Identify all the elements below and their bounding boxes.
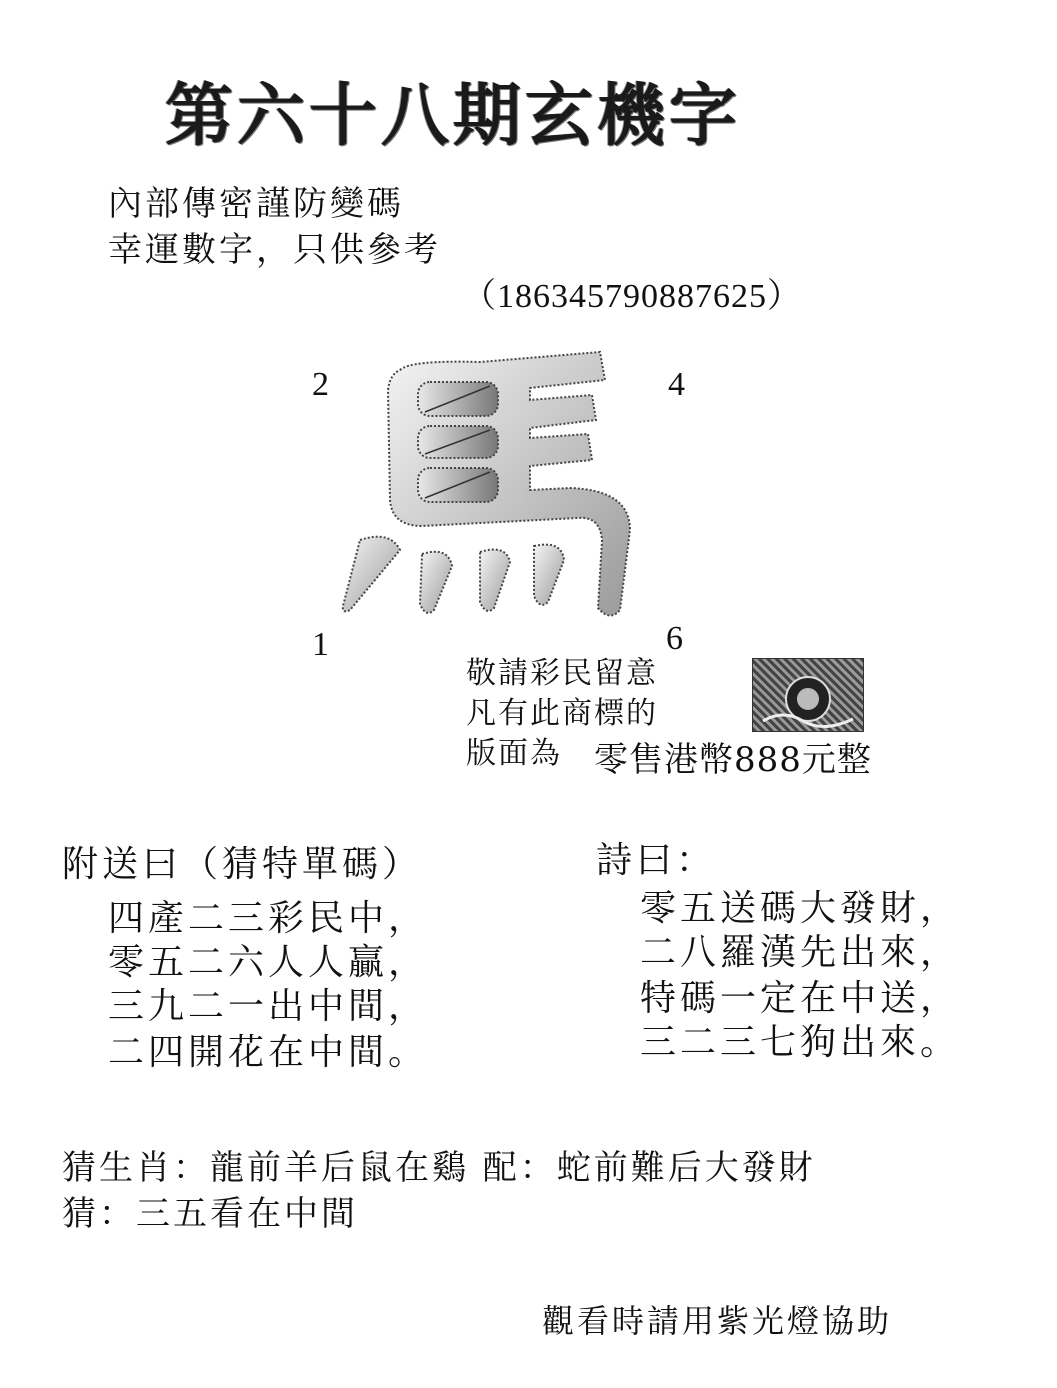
lucky-numbers: （186345790887625） (462, 278, 802, 315)
right-poem-line-2: 二八羅漢先出來， (640, 932, 961, 973)
corner-number-bottom-right: 6 (666, 620, 683, 657)
price-text: 零售港幣888元整 (594, 740, 872, 780)
horse-character-graphic (330, 340, 660, 630)
right-poem-line-3: 特碼一定在中送， (640, 978, 961, 1019)
right-poem-heading: 詩曰： (596, 840, 717, 881)
trademark-stamp-icon (752, 658, 864, 732)
right-poem-line-4: 三二三七狗出來。 (640, 1022, 961, 1063)
corner-number-top-right: 4 (668, 366, 685, 403)
left-poem-line-2: 零五二六人人贏， (108, 942, 429, 983)
notice-line-3: 版面為 (466, 736, 562, 771)
header-line-1: 內部傳密謹防變碼 (108, 184, 404, 224)
guess-zodiac: 猜生肖：龍前羊后鼠在鷄 配：蛇前難后大發財 (62, 1148, 816, 1188)
guess-numbers: 猜：三五看在中間 (62, 1194, 358, 1234)
corner-number-bottom-left: 1 (312, 626, 329, 663)
page-title: 第六十八期玄機字 (165, 76, 742, 156)
notice-line-1: 敬請彩民留意 (466, 656, 658, 691)
corner-number-top-left: 2 (312, 366, 329, 403)
left-poem-heading: 附送曰（猜特單碼） (62, 844, 423, 885)
left-poem-line-1: 四產二三彩民中， (108, 898, 429, 939)
left-poem-line-4: 二四開花在中間。 (108, 1032, 429, 1073)
left-poem-line-3: 三九二一出中間， (108, 986, 429, 1027)
footer-note: 觀看時請用紫光燈協助 (542, 1302, 893, 1340)
header-line-2: 幸運數字，只供參考 (108, 230, 441, 270)
right-poem-line-1: 零五送碼大發財， (640, 888, 961, 929)
notice-line-2: 凡有此商標的 (466, 696, 658, 731)
